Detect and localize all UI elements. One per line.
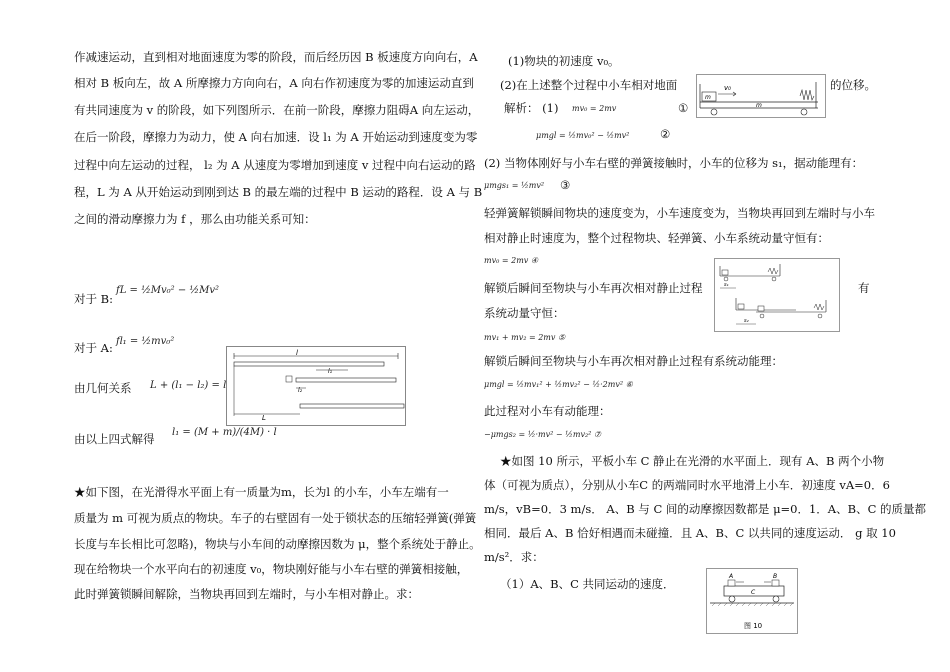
analysis-label: 解析： (1) xyxy=(504,101,559,115)
fig10-label-a: A xyxy=(729,573,734,580)
for-a-label: 对于 A: xyxy=(74,341,113,355)
solve-label: 由以上四式解得 xyxy=(74,432,155,446)
geometry-label: 由几何关系 xyxy=(74,381,132,395)
part-7-line: 体（可视为质点），分别从小车C 的两端同时水平地滑上小车．初速度 vA=0．6 xyxy=(484,478,890,492)
left-para1-line: 过程中向左运动的过程， l₂ 为 A 从速度为零增加到速度 v 过程中向右运动的路 xyxy=(74,158,476,172)
wheel-icon xyxy=(729,596,735,602)
question-2-part-b: 的位移。 xyxy=(830,78,876,92)
part-5-text: 解锁后瞬间至物块与小车再次相对静止过程有系统动能理： xyxy=(484,354,783,368)
left-para1-line: 程，L 为 A 从开始运动到刚到达 B 的最左端的过程中 B 运动的路程．设 A 与 B xyxy=(74,185,483,199)
part-3-line: 轻弹簧解锁瞬间物块的速度变为，小车速度变为，当物块再回到左端时与小车 xyxy=(484,206,875,220)
left-para2-line: 此时弹簧锁瞬间解除，当物块再回到左端时，与小车相对静止。求： xyxy=(74,587,419,601)
question-3: （1）A、B、C 共同运动的速度． xyxy=(500,577,675,591)
fig2-label-s2: s₂ xyxy=(744,318,749,324)
equation-3: μmgs₁ = ½mv² xyxy=(484,181,545,190)
left-para2-line: ★如下图，在光滑得水平面上有一质量为m，长为l 的小车，小车左端有一 xyxy=(74,485,449,499)
wheel-icon xyxy=(773,596,779,602)
part-7-line: m/s²．求： xyxy=(484,550,544,564)
left-para1-line: 之间的滑动摩擦力为 f ，那么由功能关系可知： xyxy=(74,212,316,226)
part-4-text-a: 解锁后瞬间至物块与小车再次相对静止过程 xyxy=(484,281,703,295)
part-4-text-c: 系统动量守恒： xyxy=(484,306,565,320)
equation-2: μmgl = ½mv₀² − ½mv² xyxy=(536,131,630,140)
equation-1: mv₀ = 2mv xyxy=(572,104,617,113)
fig1-label-m1: m xyxy=(705,94,711,101)
fig10-label-c: C xyxy=(751,589,756,596)
geometry-equation: L + (l₁ − l₂) = l xyxy=(150,380,227,391)
wheel-icon xyxy=(801,109,807,115)
fig1-label-m2: m xyxy=(756,102,762,109)
question-2-part-a: (2)在上述整个过程中小车相对地面 xyxy=(500,78,678,92)
equation-7: −μmgs₂ = ½·mv² − ½mv₂² ⑦ xyxy=(484,430,602,439)
figure-10-diagram xyxy=(706,568,798,634)
for-b-equation: fL = ½Mv₀² − ½Mv² xyxy=(116,285,220,296)
solve-equation: l₁ = (M + m)/(4M) · l xyxy=(172,427,277,438)
part-6-text: 此过程对小车有动能理： xyxy=(484,404,611,418)
left-para1-line: 相对 B 板向左，故 A 所摩擦力方向向右，A 向右作初速度为零的加速运动直到 xyxy=(74,76,474,90)
fig-label-l2: l₂ xyxy=(298,387,303,394)
left-para1-line: 作减速运动，直到相对地面速度为零的阶段，而后经历因 B 板速度方向向右，A xyxy=(74,50,478,64)
part-7-line: ★如图 10 所示，平板小车 C 静止在光滑的水平面上．现有 A、B 两个小物 xyxy=(500,454,885,468)
fig-label-L: L xyxy=(262,414,266,422)
equation-1-tag: ① xyxy=(678,101,689,115)
fig10-caption: 图 10 xyxy=(744,622,763,630)
equation-5: mv₁ + mv₂ = 2mv ⑤ xyxy=(484,333,566,342)
equation-6: μmgl = ½mv₁² + ½mv₂² − ½·2mv² ⑥ xyxy=(484,380,633,389)
left-para2-line: 长度与车长相比可忽略)，物块与小车间的动摩擦因数为 μ，整个系统处于静止。 xyxy=(74,537,481,551)
question-1: (1)物块的初速度 v₀。 xyxy=(508,54,620,68)
cart-spring-diagram xyxy=(696,74,826,118)
equation-2-tag: ② xyxy=(660,127,671,141)
equation-3-tag: ③ xyxy=(560,178,571,192)
wheel-icon xyxy=(711,109,717,115)
wheel-icon xyxy=(760,314,764,318)
part-7-line: m/s，vB=0．3 m/s． A、B 与 C 间的动摩擦因数都是 μ=0．1．A、B、C 的质量都 xyxy=(484,502,927,516)
part-7-line: 相同．最后 A、B 恰好相遇而未碰撞．且 A、B、C 以共同的速度运动． g 取 10 xyxy=(484,526,896,540)
left-para1-line: 有共同速度为 v 的阶段，如下列图所示．在前一阶段，摩擦力阻碍A 向左运动， xyxy=(74,103,480,117)
left-para1-line: 在后一阶段，摩擦力为动力，使 A 向右加速．设 l₁ 为 A 开始运动到速度变为零 xyxy=(74,130,478,144)
wheel-icon xyxy=(818,314,822,318)
part-3-line: 相对静止时速度为，整个过程物块、轻弹簧、小车系统动量守恒有： xyxy=(484,231,829,245)
motion-diagram xyxy=(226,346,406,426)
left-para2-line: 质量为 m 可视为质点的物块。车子的右壁固有一处于锁状态的压缩轻弹簧(弹簧 xyxy=(74,511,477,525)
fig10-label-b: B xyxy=(773,573,778,580)
fig1-label-v0: v₀ xyxy=(724,84,731,92)
left-para2-line: 现在给物块一个水平向右的初速度 v₀，物块刚好能与小车右壁的弹簧相接触， xyxy=(74,562,469,576)
wheel-icon xyxy=(724,277,728,281)
fig2-label-s1: s₁ xyxy=(724,282,729,288)
fig-label-l: l xyxy=(296,349,298,357)
wheel-icon xyxy=(772,277,776,281)
cart-displacement-diagram xyxy=(714,258,840,332)
fig-label-l1: l₁ xyxy=(328,368,333,375)
equation-4: mv₀ = 2mv ④ xyxy=(484,256,539,265)
for-a-equation: fl₁ = ½mv₀² xyxy=(116,336,175,347)
for-b-label: 对于 B: xyxy=(74,292,113,306)
part-4-text-b: 有 xyxy=(858,281,870,295)
part-2-text: (2) 当物体刚好与小车右壁的弹簧接触时，小车的位移为 s₁，据动能理有： xyxy=(484,156,864,170)
